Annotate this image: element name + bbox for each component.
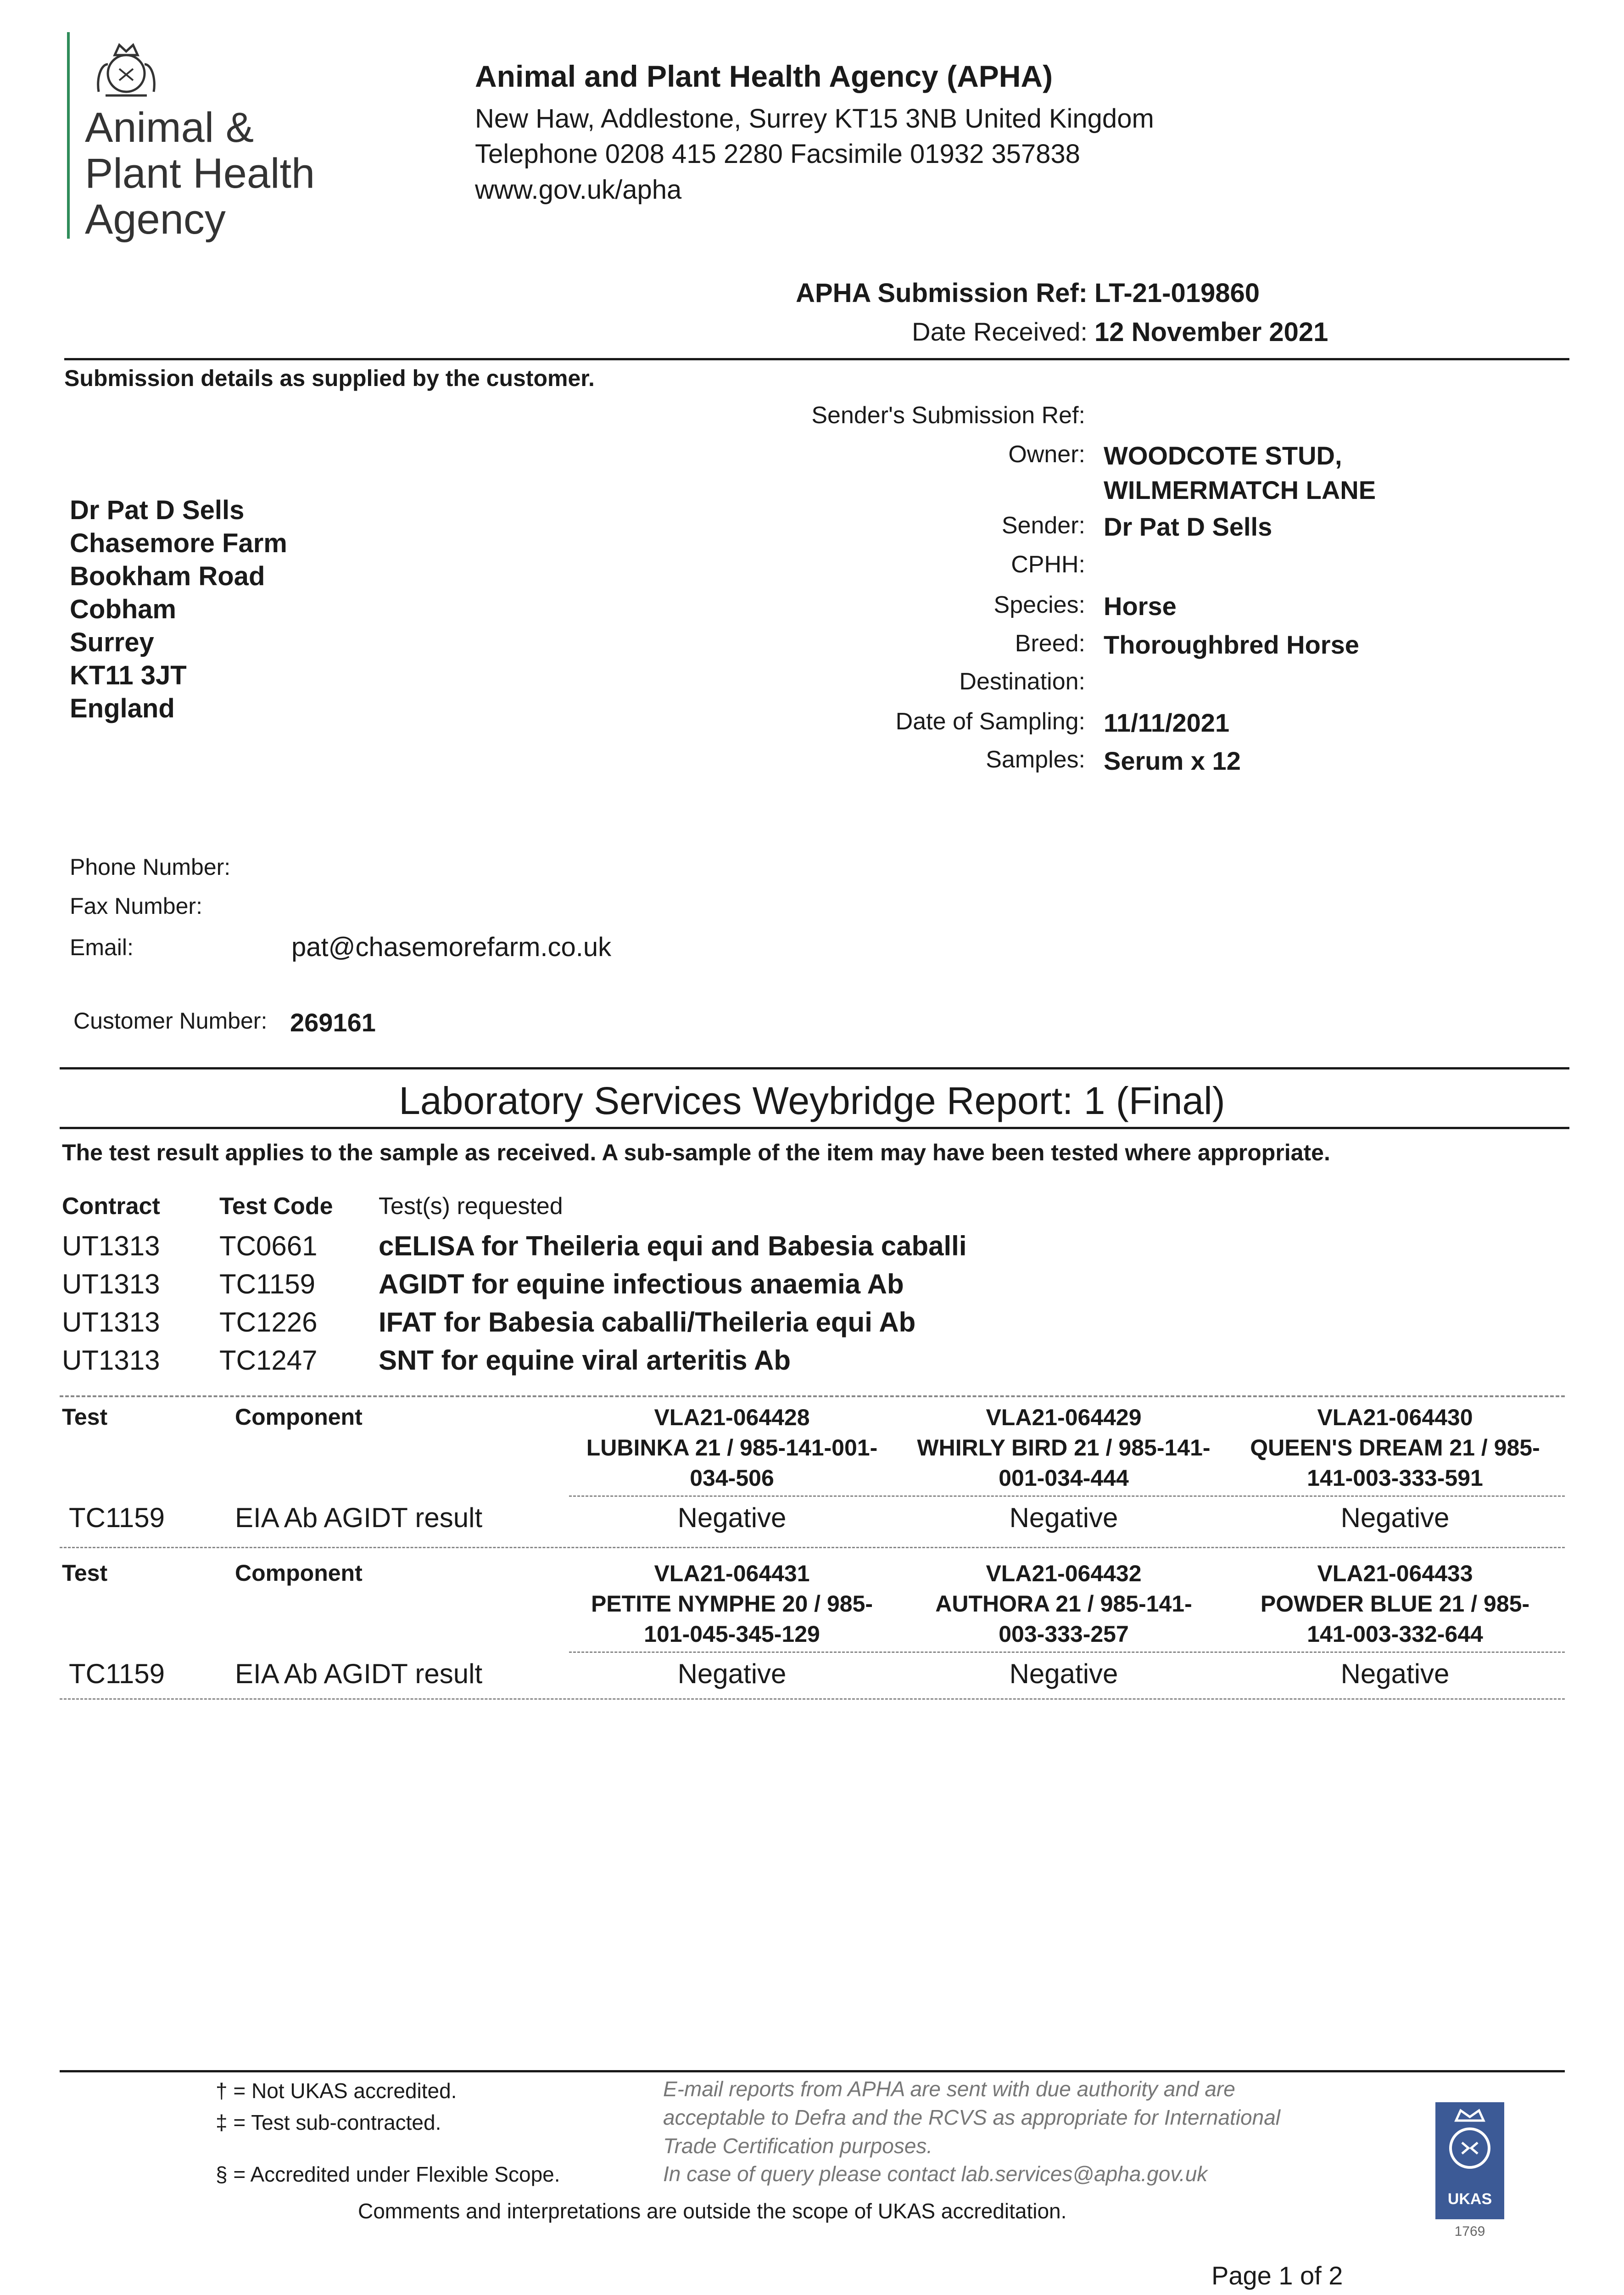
result-col-test: Test [62,1404,108,1430]
result-value: Negative [1340,1658,1450,1689]
divider [60,2070,1565,2072]
ukas-comments-note: Comments and interpretations are outside the scope of UKAS accreditation. [358,2199,1067,2223]
divider [60,1395,1565,1397]
result-test: TC1159 [69,1658,165,1689]
email-reports-note [663,2075,1280,2160]
date-sampling-label: Date of Sampling: [895,708,1085,735]
breed-label: Breed: [1015,630,1085,657]
sample-desc: 101-045-345-129 [644,1621,820,1647]
result-component: EIA Ab AGIDT result [235,1502,483,1533]
agency-address: New Haw, Addlestone, Surrey KT15 3NB United Kingdom [475,104,1154,134]
address-line: KT11 3JT [70,661,187,690]
senders-ref-label: Sender's Submission Ref: [811,402,1085,429]
phone-label: Phone Number: [70,854,231,880]
date-sampling-value: 11/11/2021 [1104,708,1230,737]
divider [60,1547,1565,1548]
result-value: Negative [1009,1502,1118,1533]
ukas-label: UKAS [1447,2190,1492,2208]
logo-line: Agency [85,196,226,243]
divider [60,1067,1569,1069]
sample-id: VLA21-064428 [654,1405,810,1430]
owner-line-2: WILMERMATCH LANE [1104,476,1376,504]
sample-header [903,1558,1224,1649]
sample-desc: WHIRLY BIRD 21 / 985-141- [917,1435,1211,1461]
sender-value: Dr Pat D Sells [1104,512,1272,541]
samples-label: Samples: [986,746,1085,773]
sample-desc: QUEEN'S DREAM 21 / 985- [1250,1435,1540,1461]
test-name: SNT for equine viral arteritis Ab [379,1345,791,1376]
samples-value: Serum x 12 [1104,746,1241,775]
test-code: TC0661 [219,1231,318,1261]
result-col-component: Component [235,1560,363,1586]
sample-id: VLA21-064429 [986,1405,1142,1430]
date-received: 12 November 2021 [1094,317,1328,347]
sample-desc: 034-506 [690,1465,774,1491]
sample-desc: 141-003-333-591 [1307,1465,1483,1491]
customer-number: 269161 [290,1008,376,1037]
footnote-subcontracted: ‡ = Test sub-contracted. [216,2110,441,2134]
agency-website[interactable]: www.gov.uk/apha [475,175,682,205]
sample-desc: LUBINKA 21 / 985-141-001- [586,1435,878,1461]
email-label: Email: [70,935,134,960]
sender-label: Sender: [1001,512,1085,539]
ukas-number: 1769 [1454,2224,1485,2239]
address-line: Bookham Road [70,561,265,591]
email-value[interactable]: pat@chasemorefarm.co.uk [291,932,612,962]
agency-telephone: Telephone 0208 415 2280 Facsimile 01932 357838 [475,139,1080,169]
footnote-not-ukas: † = Not UKAS accredited. [216,2079,457,2103]
address-line: Cobham [70,594,176,624]
test-contract: UT1313 [62,1345,160,1376]
ukas-crown-icon [1435,2102,1504,2189]
test-name: cELISA for Theileria equi and Babesia caballi [379,1231,967,1261]
test-code: TC1247 [219,1345,318,1376]
result-value: Negative [1009,1658,1118,1689]
address-line: Surrey [70,627,154,657]
result-value: Negative [677,1502,787,1533]
test-contract: UT1313 [62,1269,160,1299]
result-component: EIA Ab AGIDT result [235,1658,483,1689]
sample-id: VLA21-064433 [1317,1561,1473,1586]
sample-id: VLA21-064430 [1317,1405,1473,1430]
logo-line: Animal & [85,104,254,151]
divider [569,1495,1565,1497]
address-line: England [70,694,175,723]
result-col-component: Component [235,1404,363,1430]
col-contract: Contract [62,1193,160,1220]
test-code: TC1159 [219,1269,316,1299]
cphh-label: CPHH: [1011,551,1085,578]
submission-heading: Submission details as supplied by the customer. [64,365,595,391]
sample-desc: PETITE NYMPHE 20 / 985- [591,1591,873,1617]
royal-crest-logo [87,37,165,101]
logo-line: Plant Health [85,150,315,197]
result-value: Negative [677,1658,787,1689]
sample-desc: 003-333-257 [999,1621,1129,1647]
result-value: Negative [1340,1502,1450,1533]
col-tests-requested: Test(s) requested [379,1193,563,1220]
sample-header [903,1402,1224,1493]
species-label: Species: [993,592,1085,618]
date-received-label: Date Received: [912,317,1088,346]
species-value: Horse [1104,592,1177,621]
sample-desc: 141-003-332-644 [1307,1621,1483,1647]
sample-desc: AUTHORA 21 / 985-141- [935,1591,1192,1617]
note-line: E-mail reports from APHA are sent with due authority and are [663,2077,1235,2101]
divider [60,1127,1569,1129]
result-test: TC1159 [69,1502,165,1533]
agency-name: Animal and Plant Health Agency (APHA) [475,59,1053,93]
test-contract: UT1313 [62,1307,160,1338]
submission-ref: LT-21-019860 [1094,278,1260,308]
disclaimer: The test result applies to the sample as received. A sub-sample of the item may have been tested where appropriate. [62,1140,1330,1165]
customer-number-label: Customer Number: [73,1008,268,1034]
divider [60,1698,1565,1700]
fax-label: Fax Number: [70,893,202,919]
note-line: acceptable to Defra and the RCVS as appropriate for International [663,2105,1281,2129]
sample-header [1234,1402,1556,1493]
query-contact-note: In case of query please contact lab.services@apha.gov.uk [663,2162,1208,2186]
result-col-test: Test [62,1560,108,1586]
test-contract: UT1313 [62,1231,160,1261]
ukas-accreditation-mark [1435,2102,1504,2219]
sample-id: VLA21-064432 [986,1561,1142,1586]
logo-accent-bar [67,32,70,239]
submission-ref-label: APHA Submission Ref: [796,278,1088,308]
breed-value: Thoroughbred Horse [1104,630,1359,659]
col-test-code: Test Code [219,1193,333,1220]
divider [64,358,1569,360]
sample-desc: POWDER BLUE 21 / 985- [1260,1591,1530,1617]
page-number: Page 1 of 2 [1211,2261,1343,2290]
footnote-flexible-scope: § = Accredited under Flexible Scope. [216,2162,560,2186]
test-name: AGIDT for equine infectious anaemia Ab [379,1269,904,1299]
destination-label: Destination: [959,668,1085,695]
divider [569,1651,1565,1653]
address-line: Dr Pat D Sells [70,495,245,525]
test-code: TC1226 [219,1307,318,1338]
address-line: Chasemore Farm [70,528,287,558]
sample-header [571,1558,893,1649]
test-name: IFAT for Babesia caballi/Theileria equi Ab [379,1307,916,1338]
note-line: Trade Certification purposes. [663,2134,933,2158]
owner-label: Owner: [1008,441,1085,468]
sample-header [1234,1558,1556,1649]
sample-header [571,1402,893,1493]
agency-logo-text [85,105,315,242]
sample-id: VLA21-064431 [654,1561,810,1586]
sample-desc: 001-034-444 [999,1465,1129,1491]
report-title: Laboratory Services Weybridge Report: 1 (Final) [399,1079,1225,1122]
owner-line-1: WOODCOTE STUD, [1104,441,1342,470]
